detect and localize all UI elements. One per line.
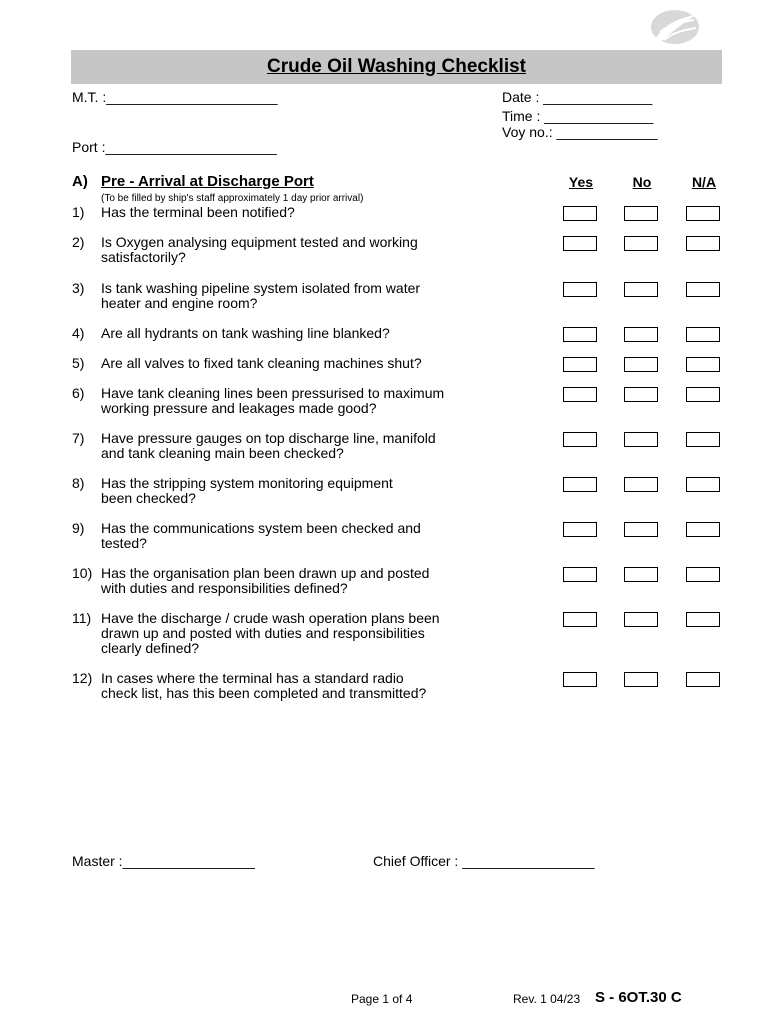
question-line: Has the communications system been checked and xyxy=(101,520,421,536)
chief-officer-signature: Chief Officer : _________________ xyxy=(373,853,595,869)
question-number: 11) xyxy=(72,610,92,626)
checkbox-na[interactable] xyxy=(686,432,720,447)
question-line: In cases where the terminal has a standard radio xyxy=(101,670,404,686)
checkbox-na[interactable] xyxy=(686,327,720,342)
checkbox-yes[interactable] xyxy=(563,612,597,627)
question-line: check list, has this been completed and transmitted? xyxy=(101,685,427,701)
port-field: Port :______________________ xyxy=(72,139,277,155)
question-line: heater and engine room? xyxy=(101,295,258,311)
company-logo-icon xyxy=(650,8,700,46)
question-number: 10) xyxy=(72,565,93,581)
checkbox-no[interactable] xyxy=(624,672,658,687)
checkbox-no[interactable] xyxy=(624,567,658,582)
checkbox-yes[interactable] xyxy=(563,206,597,221)
voy-field: Voy no.: _____________ xyxy=(502,124,658,140)
question-number: 4) xyxy=(72,325,85,341)
checkbox-na[interactable] xyxy=(686,387,720,402)
checkbox-no[interactable] xyxy=(624,327,658,342)
checkbox-no[interactable] xyxy=(624,432,658,447)
checkbox-yes[interactable] xyxy=(563,327,597,342)
question-line: drawn up and posted with duties and responsibilities xyxy=(101,625,425,641)
question-line: Is tank washing pipeline system isolated from water xyxy=(101,280,421,296)
page-number: Page 1 of 4 xyxy=(351,992,413,1006)
question-text xyxy=(101,205,521,220)
question-line: tested? xyxy=(101,535,147,551)
checkbox-na[interactable] xyxy=(686,477,720,492)
checkbox-yes[interactable] xyxy=(563,672,597,687)
section-title: Pre - Arrival at Discharge Port xyxy=(101,173,314,190)
checkbox-yes[interactable] xyxy=(563,567,597,582)
checkbox-na[interactable] xyxy=(686,612,720,627)
checkbox-yes[interactable] xyxy=(563,282,597,297)
question-number: 9) xyxy=(72,520,85,536)
question-line: working pressure and leakages made good? xyxy=(101,400,377,416)
checkbox-no[interactable] xyxy=(624,206,658,221)
checkbox-yes[interactable] xyxy=(563,236,597,251)
checkbox-no[interactable] xyxy=(624,522,658,537)
question-text xyxy=(101,476,521,506)
checkbox-no[interactable] xyxy=(624,357,658,372)
checkbox-na[interactable] xyxy=(686,567,720,582)
checkbox-na[interactable] xyxy=(686,672,720,687)
checkbox-no[interactable] xyxy=(624,236,658,251)
question-text xyxy=(101,671,521,701)
checkbox-no[interactable] xyxy=(624,282,658,297)
question-text xyxy=(101,356,521,371)
question-text xyxy=(101,235,521,265)
document-code: S - 6OT.30 C xyxy=(595,989,682,1006)
column-yes: Yes xyxy=(568,174,594,190)
question-line: Has the organisation plan been drawn up and posted xyxy=(101,565,430,581)
question-line: Has the stripping system monitoring equipment xyxy=(101,475,393,491)
question-text xyxy=(101,611,521,656)
question-number: 1) xyxy=(72,204,85,220)
mt-field: M.T. :______________________ xyxy=(72,89,278,105)
question-number: 12) xyxy=(72,670,93,686)
time-field: Time : ______________ xyxy=(502,108,654,124)
checkbox-no[interactable] xyxy=(624,477,658,492)
checkbox-yes[interactable] xyxy=(563,357,597,372)
question-line: Have pressure gauges on top discharge line, manifold xyxy=(101,430,436,446)
question-number: 6) xyxy=(72,385,85,401)
revision: Rev. 1 04/23 xyxy=(513,992,581,1006)
question-line: clearly defined? xyxy=(101,640,200,656)
question-text xyxy=(101,521,521,551)
section-letter: A) xyxy=(72,173,88,190)
question-number: 2) xyxy=(72,234,85,250)
column-no: No xyxy=(632,174,652,190)
section-note: (To be filled by ship's staff approximately 1 day prior arrival) xyxy=(101,193,364,204)
checkbox-yes[interactable] xyxy=(563,387,597,402)
question-line: and tank cleaning main been checked? xyxy=(101,445,344,461)
checkbox-yes[interactable] xyxy=(563,432,597,447)
question-number: 8) xyxy=(72,475,85,491)
checkbox-yes[interactable] xyxy=(563,522,597,537)
question-number: 3) xyxy=(72,280,85,296)
checkbox-no[interactable] xyxy=(624,387,658,402)
question-number: 5) xyxy=(72,355,85,371)
date-field: Date : ______________ xyxy=(502,89,653,105)
question-text xyxy=(101,281,521,311)
question-text xyxy=(101,431,521,461)
question-line: Have tank cleaning lines been pressurised to maximum xyxy=(101,385,445,401)
question-text xyxy=(101,566,521,596)
question-text xyxy=(101,386,521,416)
question-line: Has the terminal been notified? xyxy=(101,204,295,220)
question-line: satisfactorily? xyxy=(101,249,186,265)
checkbox-na[interactable] xyxy=(686,282,720,297)
question-line: Is Oxygen analysing equipment tested and working xyxy=(101,234,418,250)
checkbox-na[interactable] xyxy=(686,522,720,537)
master-signature: Master :_________________ xyxy=(72,853,255,869)
question-line: Are all valves to fixed tank cleaning machines shut? xyxy=(101,355,422,371)
checkbox-yes[interactable] xyxy=(563,477,597,492)
question-line: been checked? xyxy=(101,490,196,506)
checkbox-no[interactable] xyxy=(624,612,658,627)
checkbox-na[interactable] xyxy=(686,236,720,251)
question-text xyxy=(101,326,521,341)
checkbox-na[interactable] xyxy=(686,206,720,221)
column-na: N/A xyxy=(691,174,717,190)
question-line: Have the discharge / crude wash operation plans been xyxy=(101,610,440,626)
question-line: with duties and responsibilities defined? xyxy=(101,580,348,596)
checkbox-na[interactable] xyxy=(686,357,720,372)
title-bar xyxy=(71,50,722,84)
question-number: 7) xyxy=(72,430,85,446)
document-title: Crude Oil Washing Checklist xyxy=(266,56,526,77)
question-line: Are all hydrants on tank washing line blanked? xyxy=(101,325,390,341)
